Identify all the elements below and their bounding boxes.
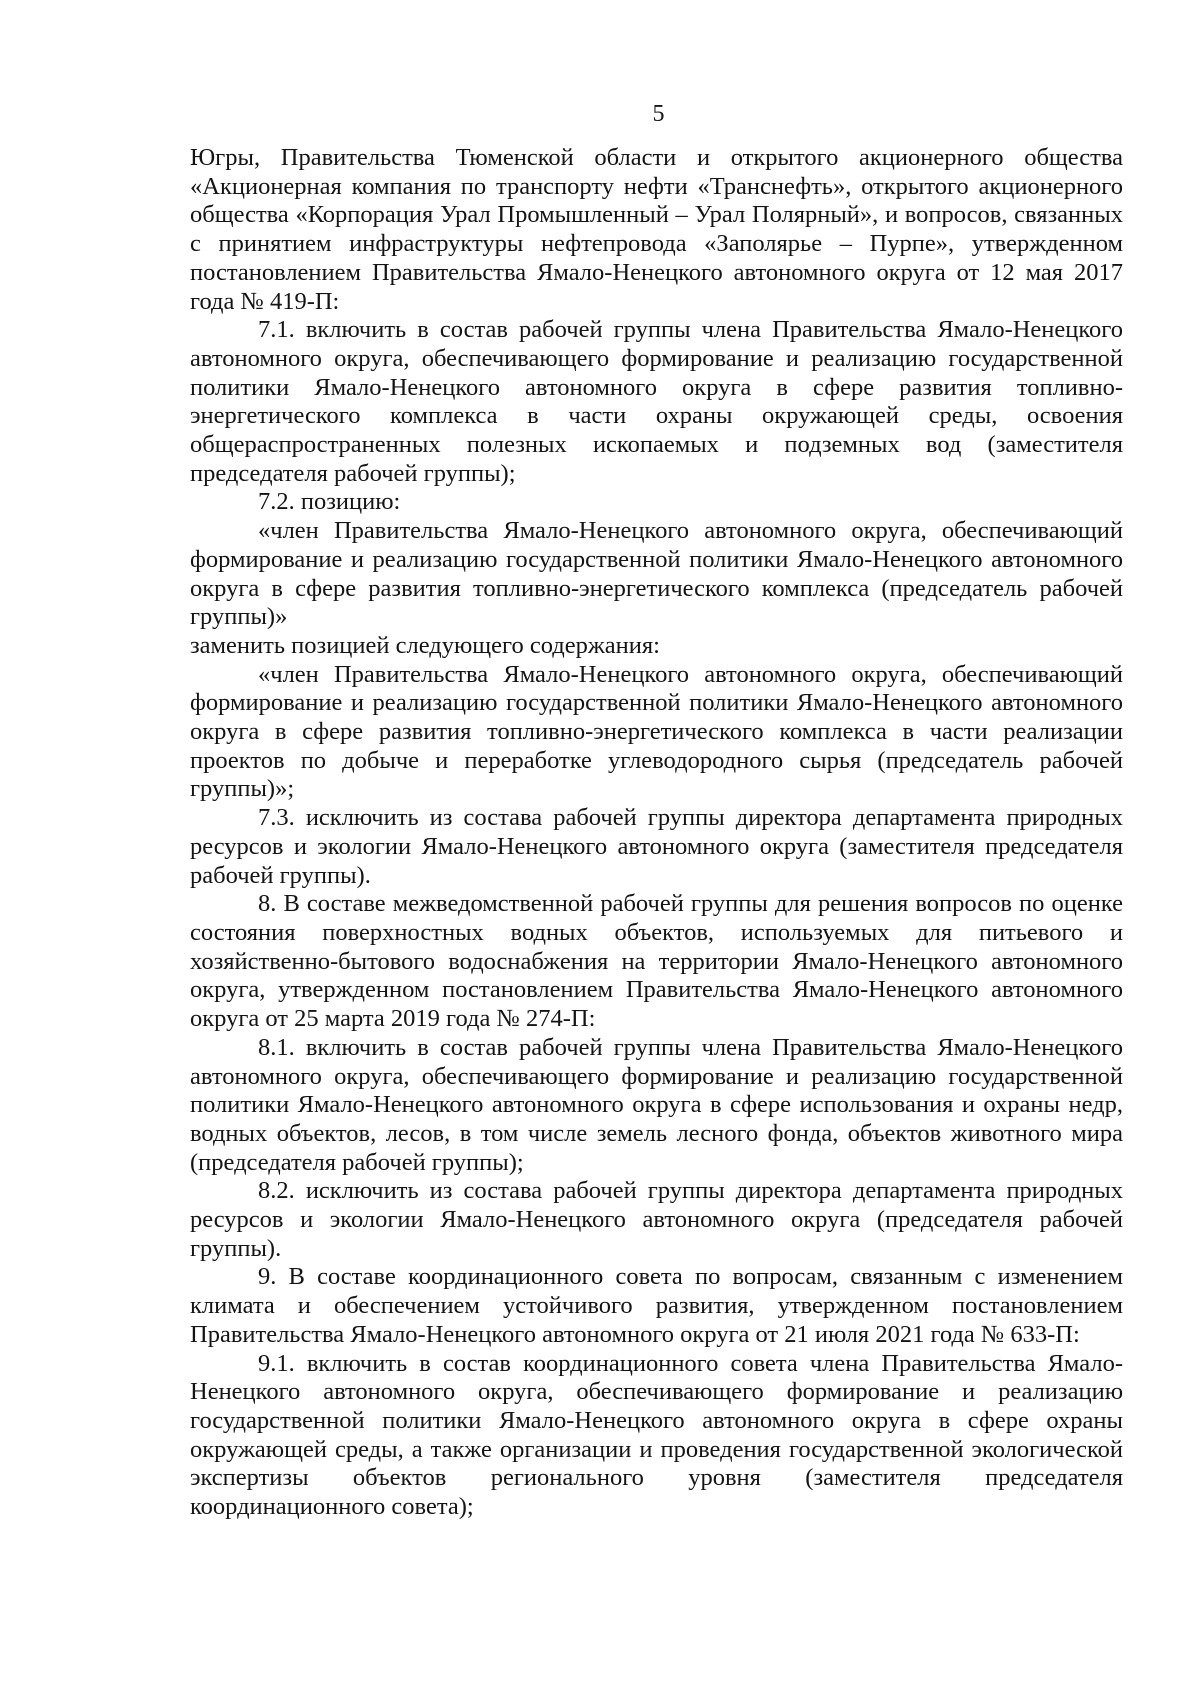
- paragraph: 9.1. включить в состав координационного совета члена Правительства Ямало-Ненецкого автономного округа, обеспечивающего формирование и реализацию государственной политики Ямало-Ненецкого автономного округа в сфере охраны окружающей среды, а также организации и проведения государственной экологической экспертизы объектов регионального уровня (заместителя председателя координационного совета);: [190, 1349, 1123, 1521]
- paragraph: «член Правительства Ямало-Ненецкого автономного округа, обеспечивающий формирование и реализацию государственной политики Ямало-Ненецкого автономного округа в сфере развития топливно-энергетического комплекса (председатель рабочей группы)»: [190, 517, 1123, 631]
- paragraph: 8.1. включить в состав рабочей группы члена Правительства Ямало-Ненецкого автономного округа, обеспечивающего формирование и реализацию государственной политики Ямало-Ненецкого автономного округа в сфере использования и охраны недр, водных объектов, лесов, в том числе земель лесного фонда, объектов животного мира (председателя рабочей группы);: [190, 1033, 1123, 1176]
- paragraph: «член Правительства Ямало-Ненецкого автономного округа, обеспечивающий формирование и реализацию государственной политики Ямало-Ненецкого автономного округа в сфере развития топливно-энергетического комплекса в части реализации проектов по добыче и переработке углеводородного сырья (председатель рабочей группы)»;: [190, 660, 1123, 803]
- paragraph: 7.1. включить в состав рабочей группы члена Правительства Ямало-Ненецкого автономного округа, обеспечивающего формирование и реализацию государственной политики Ямало-Ненецкого автономного округа в сфере развития топливно-энергетического комплекса в части охраны окружающей среды, освоения общераспространенных полезных ископаемых и подземных вод (заместителя председателя рабочей группы);: [190, 316, 1123, 487]
- paragraph: Югры, Правительства Тюменской области и открытого акционерного общества «Акционерная компания по транспорту нефти «Транснефть», открытого акционерного общества «Корпорация Урал Промышленный – Урал Полярный», и вопросов, связанных с принятием инфраструктуры нефтепровода «Заполярье – Пурпе», утвержденном постановлением Правительства Ямало-Ненецкого автономного округа от 12 мая 2017 года № 419-П:: [190, 144, 1123, 315]
- paragraph: 8.2. исключить из состава рабочей группы директора департамента природных ресурсов и экологии Ямало-Ненецкого автономного округа (председателя рабочей группы).: [190, 1177, 1123, 1262]
- paragraph: 7.3. исключить из состава рабочей группы директора департамента природных ресурсов и экологии Ямало-Ненецкого автономного округа (заместителя председателя рабочей группы).: [190, 804, 1123, 889]
- paragraph: 9. В составе координационного совета по вопросам, связанным с изменением климата и обеспечением устойчивого развития, утвержденном постановлением Правительства Ямало-Ненецкого автономного округа от 21 июля 2021 года № 633-П:: [190, 1263, 1123, 1348]
- paragraph: 8. В составе межведомственной рабочей группы для решения вопросов по оценке состояния поверхностных водных объектов, используемых для питьевого и хозяйственно-бытового водоснабжения на территории Ямало-Ненецкого автономного округа, утвержденном постановлением Правительства Ямало-Ненецкого автономного округа от 25 марта 2019 года № 274-П:: [190, 890, 1123, 1033]
- paragraph: 7.2. позицию:: [258, 488, 401, 516]
- paragraph: заменить позицией следующего содержания:: [190, 631, 660, 659]
- document-body: [190, 144, 1123, 1522]
- page-number: 5: [652, 101, 665, 127]
